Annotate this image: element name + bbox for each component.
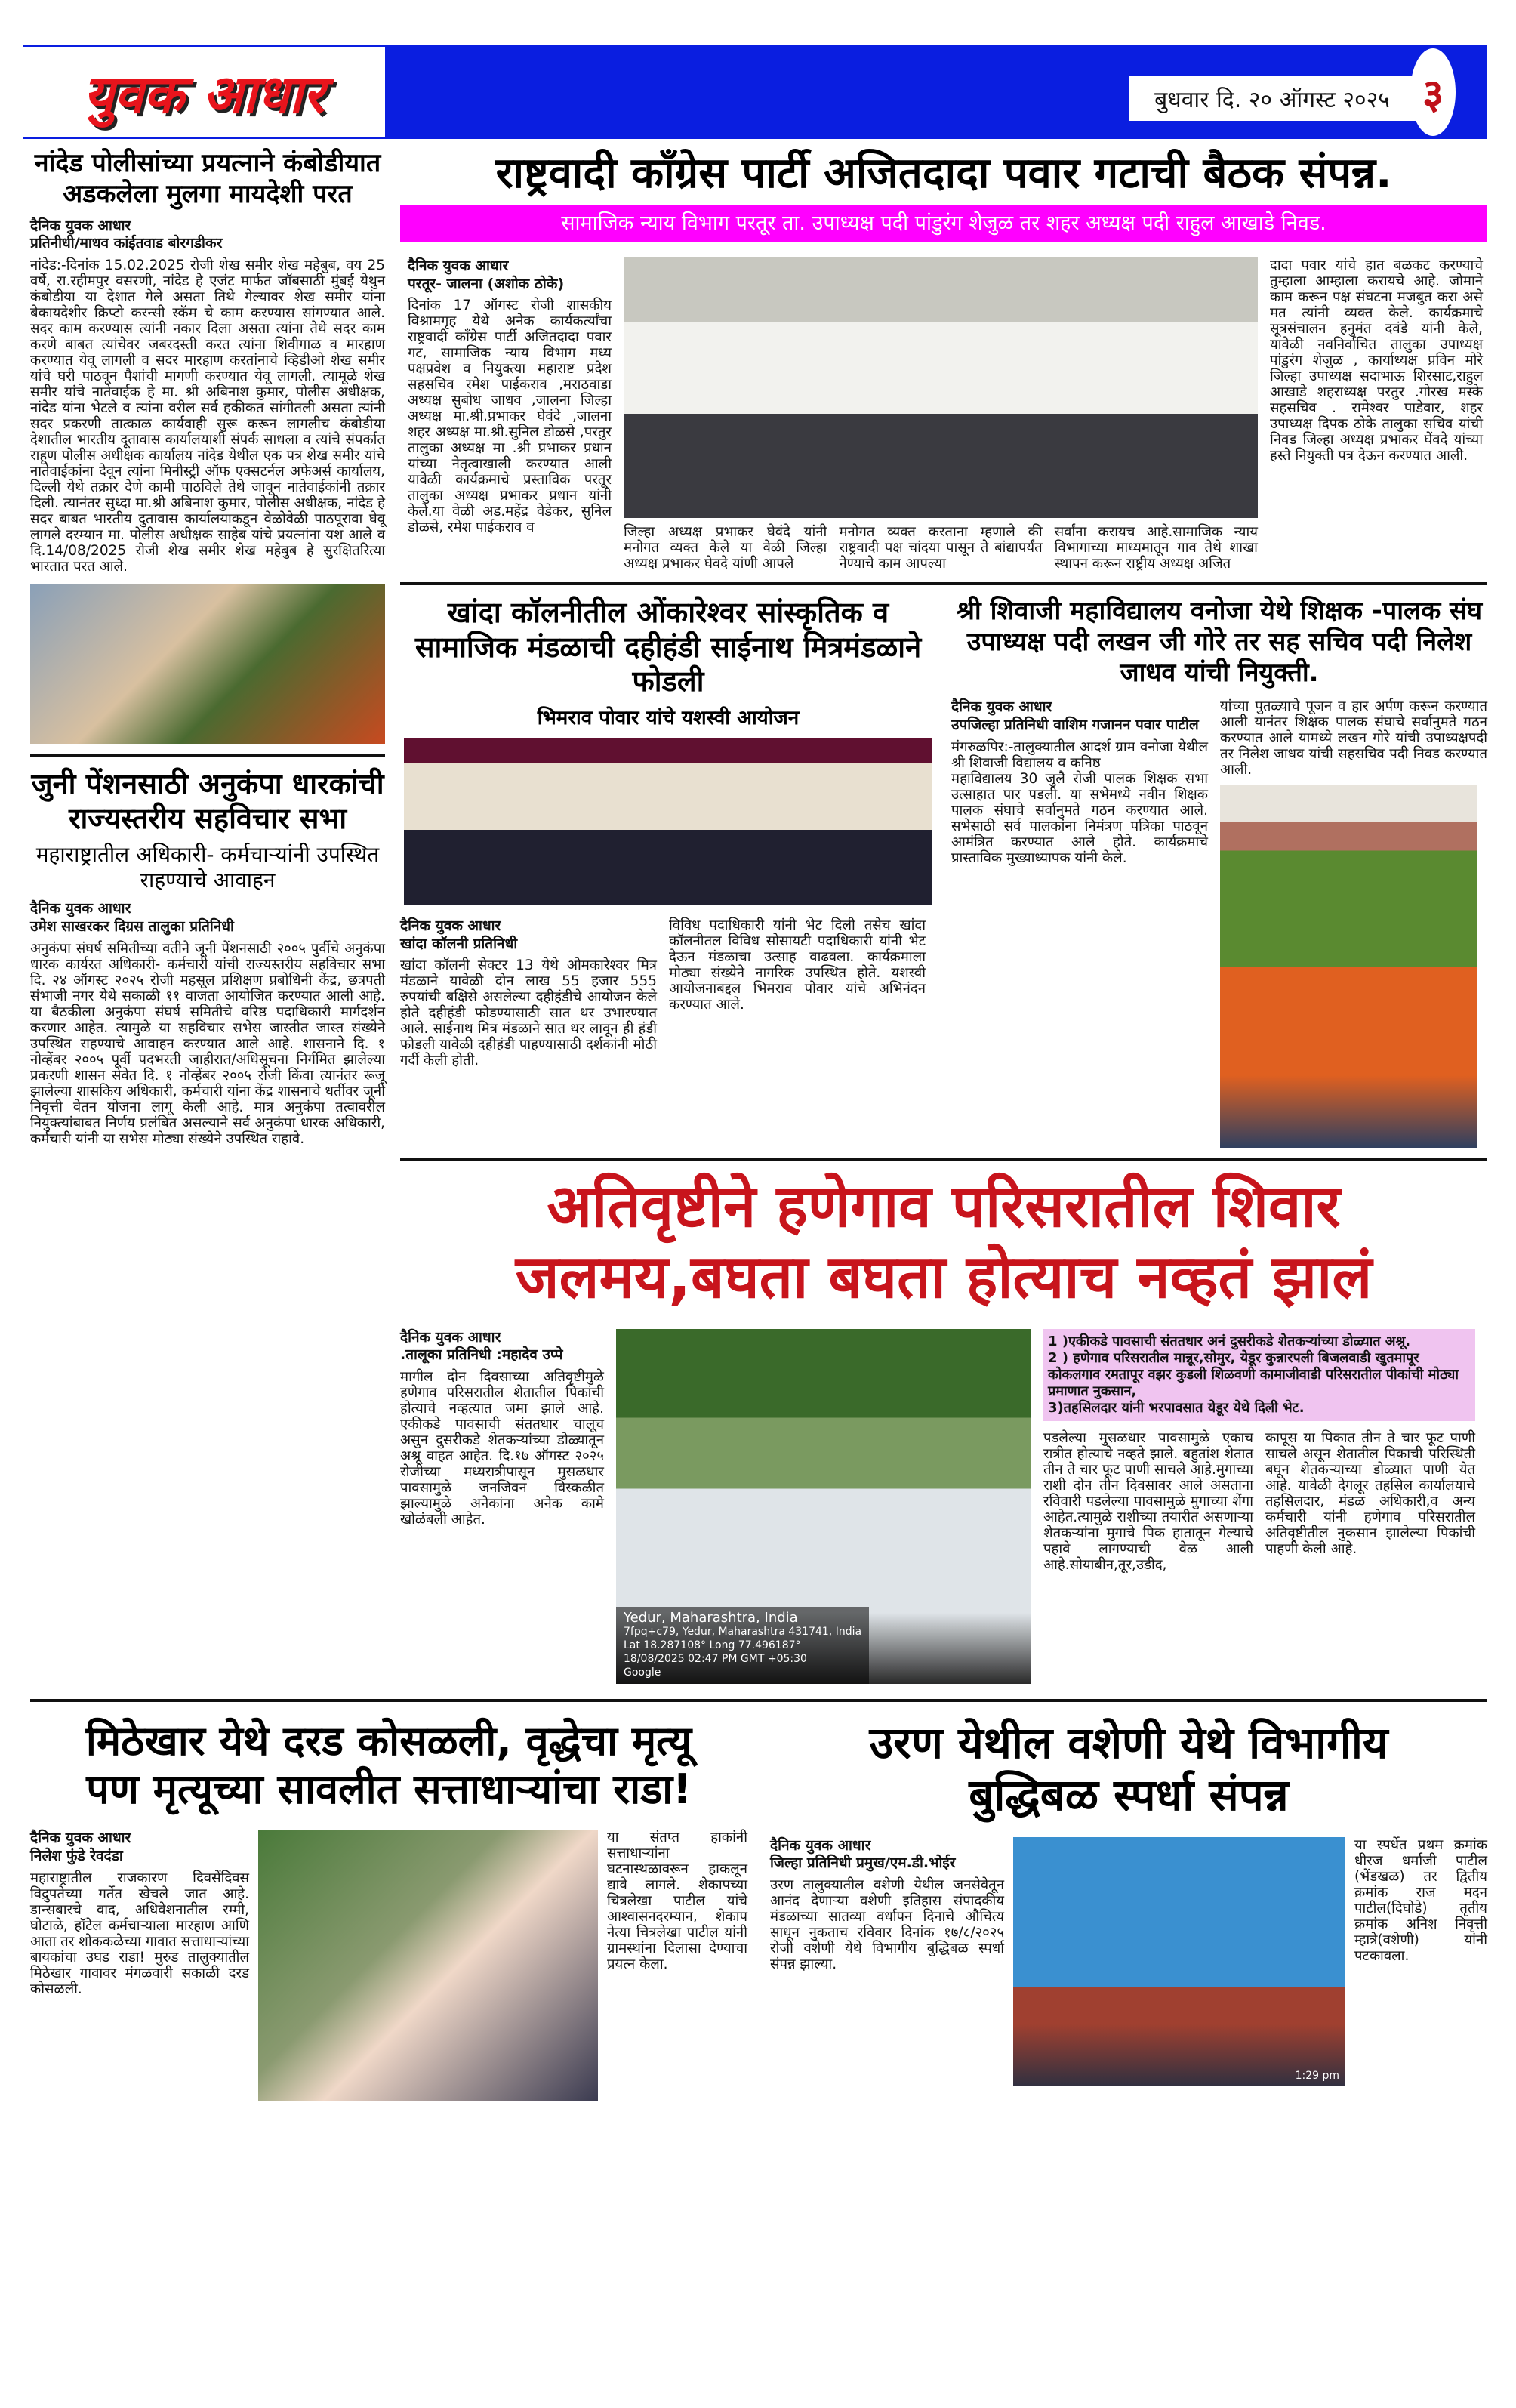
ncp-right-column: दादा पवार यांचे हात बळकट करण्याचे तुम्हाला आम्हाला करायचे आहे. जोमाने काम करून पक्ष संघटना मजबुत करा असे मत त्यांनी व्यक्त केले. कार्यक्रमाचे सूत्रसंचालन हनुमंत दवंडे यांनी केले, यावेळी नवनिर्वाचित तालुका उपाध्यक्ष पांडुरंग शेजुळ , कार्याध्यक्ष प्रविन मोरे जिल्हा उपाध्यक्ष सदाभाऊ शिरसाट,राहुल आखाडे शहराध्यक्ष परतुर .गोरख मस्के सहसचिव . रामेश्वर पाडेवार, शहर उपाध्यक्ष दिपक ठोके तालुका सचिव यांची निवड जिल्हा अध्यक्ष प्रभाकर घेंवदे यांच्या हस्ते नियुक्ती पत्र देऊन करण्यात आली. [1270, 257, 1483, 464]
uran-chess-photo [1013, 1837, 1345, 2086]
mithekhar-photo [258, 1830, 598, 2101]
ativrushti-body: मागील दोन दिवसाच्या अतिवृष्टीमुळे हणेगाव परिसरातील शेतातील पिकांची होत्याचे नव्हत्यात जमा झाले आहे. एकीकडे पावसाची संततधार चालूच असुन दुसरीकडे शेतकऱ्यांच्या डोळ्यातून अश्रू वाहत आहेत. दि.१७ ऑगस्ट २०२५ रोजीच्या मध्यरात्रीपासून मुसळधार पावसामुळे जनजिवन विस्कळीत झाल्यामुळे अनेकांना अनेक कामे खोळंबली आहेत. [400, 1369, 604, 1528]
divider [400, 582, 1487, 585]
byline-reporter: निलेश फुंडे रेवदंडा [30, 1847, 123, 1864]
uran-byline [770, 1837, 1004, 1873]
byline-reporter: उमेश साखरकर दिग्रस तालुका प्रतिनिधी [30, 918, 234, 936]
byline-paper: दैनिक युवक आधार [400, 1328, 501, 1346]
byline-reporter: जिल्हा प्रतिनिधी प्रमुख/एम.डी.भोईर [770, 1855, 956, 1872]
shivaji-body-top: मंगरुळपिर:-तालुक्यातील आदर्श ग्राम वनोजा येथील श्री शिवाजी विद्यालय व कनिष्ठ [951, 738, 1208, 771]
pension-headline: जुनी पेंशनसाठी अनुकंपा धारकांची राज्यस्तरीय सहविचार सभा [31, 767, 384, 835]
mithekhar-body: महाराष्ट्रातील राजकारण दिवसेंदिवस विद्रुपतेच्या गर्तेत खेचले जात आहे. डान्सबारचे वाद, अधिवेशनातील रम्मी, घोटाळे, हॉटेल कर्मचाऱ्याला मारहाण आणि आता तर शोककळेच्या गावात सत्ताधाऱ्यांच्या बायकांचा उघड राडा! मुरुड तालुक्यातील मिठेखार गावावर मंगळवारी सकाळी दरड कोसळली. [30, 1870, 249, 1997]
nanded-body: नांदेड:-दिनांक 15.02.2025 रोजी शेख समीर शेख महेबुब, वय 25 वर्षे, रा.रहीमपुर वसरणी, नांदेड हे एजंट मार्फत जॉबसाठी मुंबई येथुन कंबोडीया या देशात गेले असता तिथे गेल्यावर शेख समीर यांना बेकायदेशीर क्रिप्टो करन्सी स्कॅम चे काम करण्यास सांगण्यात आले. सदर काम करण्यास त्यांनी नकार दिला असता त्यांना तेथे सदर काम करणे बाबत त्यांचेवर जबरदस्ती करत त्यांना शिवीगाळ व मारहाण करण्यात येवू लागली व सदर मारहाण करतांनाचे व्हिडीओ शेख समीर यांचे घरी पाठवून पैशांची मागणी करण्यात येवू लागली. त्यामूळे शेख समीर यांचे नातेवाईक हे मा. श्री अबिनाश कुमार, पोलीस अधीक्षक, नांदेड यांना भेटले व त्यांना वरील सर्व हकीकत सांगीतली असता त्यांनी सदर प्रकरणी तात्काळ कार्यवाही सुरू करून लागलीच कंबोडीया देशातील भारतीय दूतावास कार्यालयाशी संपर्क साधला व त्यांचे संपर्कात राहूण पोलीस अधीक्षक कार्यालय नांदेड येथील एक पत्र शेख समीर यांचे नातेवाईकांना देवून त्यांना मिनीस्ट्री ऑफ एक्सटर्नल अफेअर्स कार्यालय, दिल्ली येथे तक्रार देणे कामी पाठविले तेथे जावून नातेवाईकांनी तक्रार दिली. त्यानंतर सुध्दा मा.श्री अबिनाश कुमार, पोलीस अधीक्षक, नांदेड हे सदर बाबत भारतीय दुतावास कार्यालयाकडून वेळोवेळी पाठपूरावा घेवू लागले दरम्यान मा. पोलीस अधीक्षक साहेब यांचे प्रयत्नांना यश आले व दि.14/08/2025 रोजी शेख समीर शेख महेबुब हे सुरक्षितरित्या भारतात परत आले. [30, 257, 385, 575]
map-brand: Google [624, 1666, 661, 1679]
byline-reporter: खांदा कॉलनी प्रतिनिधी [400, 935, 518, 952]
mithekhar-byline [30, 1830, 249, 1866]
shivaji-headline: श्री शिवाजी महाविद्यालय वनोजा येथे शिक्षक -पालक संघ उपाध्यक्ष पदी लखन जी गोरे तर सह सचिव पदी निलेश जाधव यांची नियुक्ती. [956, 595, 1483, 688]
page-number: ३ [1410, 48, 1456, 136]
ativrushti-highlights [1043, 1329, 1475, 1421]
highlight-point: 1 )एकीकडे पावसाची संततधार अनं दुसरीकडे शेतकऱ्यांच्या डोळ्यात अश्रू. [1048, 1333, 1411, 1349]
geotag-location: Yedur, Maharashtra, India [624, 1609, 798, 1626]
mithekhar-headline-2: पण मृत्यूच्या सावलीत सत्ताधाऱ्यांचा राडा! [86, 1765, 692, 1814]
pension-subhead: महाराष्ट्रातील अधिकारी- कर्मचाऱ्यांनी उपस्थित राहण्याचे आवाहन [35, 842, 380, 893]
byline-paper: दैनिक युवक आधार [30, 1830, 131, 1847]
khanda-photo [404, 738, 932, 905]
byline-paper: दैनिक युवक आधार [408, 257, 509, 274]
shivaji-photo [1220, 785, 1477, 1148]
shivaji-body: महाविद्यालय 30 जुलै रोजी पालक शिक्षक सभा उत्साहात पार पडली. या सभेमध्ये नवीन शिक्षक पालक संघाचे सर्वानुमते गठन करण्यात आले. सभेसाठी सर्व पालकांना निमंत्रण पत्रिका पाठवून आमंत्रित करण्यात आले होते. कार्यक्रमाचे प्रास्ताविक मुख्याध्यापक यांनी केले. [951, 770, 1208, 866]
ativrushti-field-photo [616, 1329, 1031, 1684]
ncp-group-photo [624, 257, 1258, 518]
divider [30, 754, 385, 757]
khanda-body-2: विविध पदाधिकारी यांनी भेट दिली तसेच खांदा कॉलनीतल विविध सोसायटी पदाधिकारी यांनी भेट देऊन मंडळाचा उत्साह वाढवला. कार्यक्रमाला मोठ्या संख्येने नागरिक उपस्थित होते. यशस्वी आयोजनाबद्दल भिमराव पोवार यांचे अभिनंदन करण्यात आले. [669, 917, 926, 1013]
logo-text: युवक आधार [83, 63, 325, 125]
ncp-headline: राष्ट्रवादी कॉंग्रेस पार्टी अजितदादा पवार गटाची बैठक संपन्न. [495, 149, 1392, 198]
ativrushti-headline-1: अतिवृष्टीने हणेगाव परिसरातील शिवार [547, 1173, 1341, 1241]
khanda-body-1: खांदा कॉलनी सेक्टर 13 येथे ओमकारेश्वर मित्र मंडळाने यावेळी दोन लाख 55 हजार 555 रुपयांची बक्षिसे असलेल्या दहीहंडीचे आयोजन केले होते दहीहंडी फोडण्यासाठी सात थर उभारण्यात आले. साईनाथ मित्र मंडळाने सात थर लावून ही हंडी फोडली यावेळी दहीहंडी पाहण्यासाठी दर्शकांनी मोठी गर्दी केली होती. [400, 957, 657, 1069]
mithekhar-right-column: या संतप्त हाकांनी सत्ताधाऱ्यांना घटनास्थळावरून हाकलून द्यावे लागले. शेकापच्या चित्रलेखा पाटील यांचे आश्वासनदरम्यान, शेकाप नेत्या चित्रलेखा पाटील यांनी ग्रामस्थांना दिलासा देण्याचा प्रयत्न केला. [607, 1830, 747, 1973]
geotag-time: 18/08/2025 02:47 PM GMT +05:30 [624, 1652, 807, 1665]
geotag-overlay [616, 1607, 869, 1684]
nanded-byline [30, 217, 385, 254]
byline-reporter: प्रतिनीधी/माधव कांईतवाड बोरगडीकर [30, 235, 223, 252]
byline-paper: दैनिक युवक आधार [30, 900, 131, 917]
ativrushti-headline-2: जलमय,बघता बघता होत्याच नव्हतं झालं [515, 1243, 1373, 1312]
highlight-point: 2 ) हणेगाव परिसरातील मान्नूर,सोमुर, येडूर कुन्नारपली बिजलवाडी खुतमापूर कोकलगाव रमतापूर वझर कुडली शिळवणी कामाजीवाडी परिसरातील पीकांची मोठ्या प्रमाणात नुकसान, [1048, 1349, 1459, 1399]
nanded-photo [30, 584, 385, 744]
byline-reporter: .तालूका प्रतिनिधी :महादेव उप्पे [400, 1346, 563, 1364]
divider [400, 1158, 1487, 1161]
byline-reporter: उपजिल्हा प्रतिनिधी वाशिम गजानन पवार पाटील [951, 717, 1199, 734]
khanda-byline [400, 917, 657, 954]
issue-date: बुधवार दि. २० ऑगस्ट २०२५ [1129, 76, 1416, 121]
page-content [30, 0, 1487, 2101]
divider [30, 1699, 1487, 1702]
geotag-address: 7fpq+c79, Yedur, Maharashtra 431741, India [624, 1625, 862, 1638]
mithekhar-headline-1: मिठेखार येथे दरड कोसळली, वृद्धेचा मृत्यू [85, 1716, 692, 1765]
left-column [30, 148, 385, 1147]
uran-headline-2: बुद्धिबळ स्पर्धा संपन्न [969, 1769, 1289, 1821]
khanda-headline: खांदा कॉलनीतील ओंकारेश्वर सांस्कृतिक व सामाजिक मंडळाची दहीहंडी साईनाथ मित्रमंडळाने फोडली [414, 595, 922, 698]
highlight-point: 3)तहसिलदार यांनी भरपावसात येडूर येथे दिली भेट. [1048, 1399, 1305, 1416]
byline-reporter: परतूर- जालना (अशोक ठोके) [408, 275, 565, 292]
pension-body: अनुकंपा संघर्ष समितीच्या वतीने जूनी पेंशनसाठी २००५ पुर्वीचे अनुकंपा धारक कार्यरत अधिकारी- कर्मचारी यांची राज्यस्तरीय सहविचार सभा दि. २४ ऑगस्ट २०२५ रोजी महसूल प्रशिक्षण प्रबोधिनी केंद्र, छत्रपती संभाजी नगर येथे सकाळी ११ वाजता आयोजित करण्यात आली आहे. या बैठकीला अनुकंपा संघर्ष समितीचे वरिष्ठ पदाधिकारी मार्गदर्शन करणार आहेत. त्यामुळे या सहविचार सभेस जास्तीत जास्त संख्येने उपस्थित राहण्याचे आवाहन करण्यात आले आहे. शासनाने दि. १ नोव्हेंबर २००५ पूर्वी पदभरती जाहीरात/अधिसूचना निर्गमित झालेल्या प्रकरणी शासन सेवेत दि. १ नोव्हेंबर २००५ रोजी किंवा त्यानंतर रूजू झालेल्या शासकिय अधिकारी, कर्मचारी यांना केंद्र शासनाचे धर्तीवर जूनी निवृत्ती वेतन योजना लागू केली आहे. मात्र अनुकंपा तत्वावरील नियुक्त्यांबाबत निर्णय प्रलंबित असल्याने सर्व अनुकंपा धारक अधिकारी, कर्मचारी यांनी या सभेस मोठ्या संख्येने उपस्थित राहावे. [30, 940, 385, 1147]
ativrushti-byline [400, 1329, 604, 1365]
khanda-subhead: भिमराव पोवार यांचे यशस्वी आयोजन [537, 706, 800, 729]
uran-headline-1: उरण येथील वशेणी येथे विभागीय [869, 1716, 1388, 1768]
byline-paper: दैनिक युवक आधार [400, 917, 501, 934]
ncp-body: दिनांक 17 ऑगस्ट रोजी शासकीय विश्रामगृह येथे अनेक कार्यकर्त्यांचा राष्ट्रवादी कॉंग्रेस पार्टी अजितदादा पवार गट, सामाजिक न्याय विभाग मध्य पक्षप्रवेश व नियुक्त्या महाराष्ट प्रदेश सहसचिव रमेश पाईकराव ,मराठवाडा अध्यक्ष सुबोध जाधव ,जालना जिल्हा अध्यक्ष मा.श्री.प्रभाकर घेवंदे ,जालना शहर अध्यक्ष मा.श्री.सुनिल डोळसे ,परतुर तालुका अध्यक्ष मा .श्री प्रभाकर प्रधान यांच्या नेतृत्वाखाली करण्यात आली यावेळी कार्यक्रमाचे प्रस्ताविक परतूर तालुका अध्यक्ष प्रभाकर प्रधान यांनी केले.या वेळी अड.महेंद्र वेडेकर, सुनिल डोळसे, रमेश पाईकराव व [408, 298, 612, 536]
uran-body: उरण तालुक्यातील वशेणी येथील जनसेवेतून आनंद देणाऱ्या वशेणी इतिहास संपादकीय मंडळाच्या सातव्या वर्धापन दिनाचे औचित्य साधून नुकताच रविवार दिनांक १७/८/२०२५ रोजी वशेणी येथे विभागीय बुद्धिबळ स्पर्धा संपन्न झाल्या. [770, 1877, 1004, 1973]
shivaji-byline [951, 698, 1208, 735]
right-region [400, 148, 1487, 1684]
pension-byline [30, 900, 385, 936]
nanded-headline: नांदेड पोलीसांच्या प्रयत्नाने कंबोडीयात अडकलेला मुलगा मायदेशी परत [34, 148, 381, 209]
photo-timestamp: 1:29 pm [1295, 2069, 1339, 2082]
ncp-caption-1: जिल्हा अध्यक्ष प्रभाकर घेवंदे यांनी मनोगत व्यक्त केले या वेळी जिल्हा अध्यक्ष प्रभाकर घेवदे यांणी आपले [624, 523, 827, 572]
byline-paper: दैनिक युवक आधार [951, 698, 1052, 716]
ativrushti-col-a: पडलेल्या मुसळधार पावसामुळे एकाच रात्रीत होत्याचे नव्हते झाले. बहुतांश शेतात तीन ते चार फूट पाणी साचले आहे.मुगाच्या राशी दोन तीन दिवसावर आले असताना रविवारी पडलेल्या पावसामुळे मुगाच्या शेंगा आहेत.त्यामुळे राशीच्या तयारीत असणाऱ्या शेतकऱ्यांना मुगाचे पिक हातातून गेल्याचे पहावे लागण्याची वेळ आली आहे.सोयाबीन,तूर,उडीद, [1043, 1429, 1253, 1573]
byline-paper: दैनिक युवक आधार [30, 217, 131, 234]
byline-paper: दैनिक युवक आधार [770, 1836, 871, 1854]
ncp-caption-2: मनोगत व्यक्त करताना म्हणाले की राष्ट्रवादी पक्ष चांदया पासून ते बांद्यापर्यंत नेण्याचे काम आपल्या [839, 523, 1043, 572]
ncp-strap: सामाजिक न्याय विभाग परतूर ता. उपाध्यक्ष पदी पांडुरंग शेजुळ तर शहर अध्यक्ष पदी राहुल आखाडे निवड. [400, 205, 1487, 242]
shivaji-right-column: यांच्या पुतळ्याचे पूजन व हार अर्पण करून करण्यात आली यानंतर शिक्षक पालक संघाचे सर्वानुमते गठन करण्यात आले यामध्ये लखन गोरे यांची उपाध्यक्षपदी तर निलेश जाधव यांची सहसचिव पदी निवड करण्यात आली. [1220, 698, 1487, 779]
uran-right-column: या स्पर्धेत प्रथम क्रमांक धीरज धर्माजी पाटील (भेंडखळ) तर द्वितीय क्रमांक राज मदन पाटील(दिघोडे) तृतीय क्रमांक अनिश निवृत्ती म्हात्रे(वशेणी) यांनी पटकावला. [1354, 1836, 1487, 1964]
ativrushti-col-b: कापूस या पिकात तीन ते चार फूट पाणी साचले असून शेतातील पिकाची परिस्थिती बघून शेतकऱ्याच्या डोळ्यात पाणी येत आहे. यावेळी देगलूर तहसिल कार्यालयाचे तहसिलदार, मंडळ अधिकारी,व अन्य कर्मचारी यांनी हणेगाव परिसरातील अतिवृष्टीतील नुकसान झालेल्या पिकांची पाहणी केली आहे. [1265, 1429, 1475, 1557]
ncp-byline [408, 257, 612, 294]
geotag-coordinates: Lat 18.287108° Long 77.496187° [624, 1639, 801, 1651]
ncp-caption-3: सर्वांना करायच आहे.सामाजिक न्याय विभागाच्या माध्यमातून गाव तेथे शाखा स्थापन करून राष्ट्रीय अध्यक्ष अजित [1054, 523, 1258, 572]
